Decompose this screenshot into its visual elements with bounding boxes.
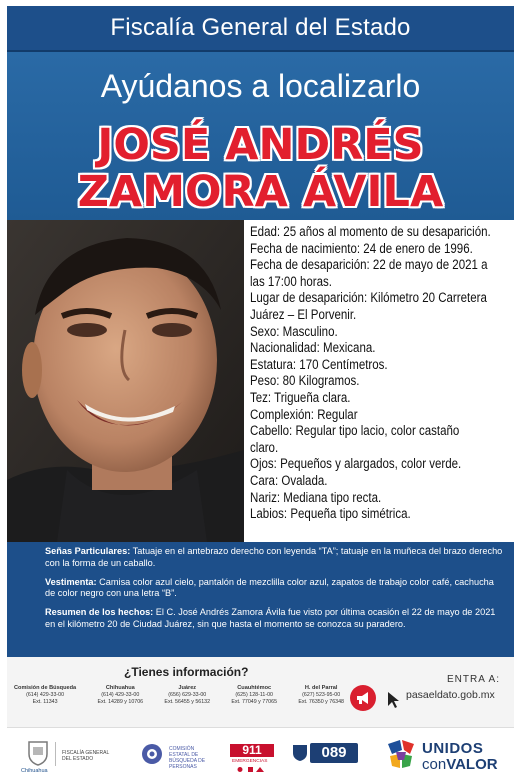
phone-column	[298, 685, 344, 706]
unidos-text: UNIDOS	[422, 740, 484, 757]
detail-line: Complexión: Regular	[250, 406, 358, 422]
person-photo	[7, 220, 244, 542]
detail-line: Cabello: Regular tipo lacio, color castaño	[250, 423, 460, 439]
phone-columns	[14, 685, 344, 706]
valor-text: VALOR	[446, 756, 498, 773]
phone-number[interactable]: (614) 429-33-00	[26, 692, 65, 698]
phone-column-head: Comisión de Búsqueda	[14, 685, 77, 691]
detail-line: Edad: 25 años al momento de su desaparición.	[250, 224, 491, 239]
cursor-icon	[387, 691, 401, 709]
agency-name: Fiscalía General del Estado	[110, 14, 411, 41]
emergency-symbols-icon	[236, 766, 266, 773]
title-area	[7, 52, 514, 220]
convalor-text	[422, 756, 498, 773]
con-text: con	[422, 756, 447, 773]
contact-section	[7, 657, 514, 727]
phone-extension: Ext. 11343	[32, 699, 58, 705]
phone-extension: Ext. 14289 y 10706	[97, 699, 144, 705]
phone-extension: Ext. 76350 y 76348	[298, 699, 344, 705]
person-name-line-2: ZAMORA ÁVILA	[77, 167, 444, 217]
particulars-panel	[7, 542, 514, 657]
person-photo-illustration	[7, 220, 244, 542]
detail-line: Estatura: 170 Centímetros.	[250, 356, 388, 372]
phone-extension: Ext. 77049 y 77065	[231, 699, 278, 705]
person-details	[250, 224, 516, 523]
phone-column	[97, 685, 143, 706]
phone-column	[231, 685, 277, 706]
resumen-label: Resumen de los hechos:	[45, 607, 154, 618]
detail-line: Nariz: Mediana tipo recta.	[250, 489, 382, 505]
logo-911: 911	[230, 744, 274, 757]
resumen-text: El C. José Andrés Zamora Ávila fue visto por última ocasión el 22 de mayo de 2021 en el kilómetro 20 de Ciudad Juárez, sin que hasta el momento se conozca su paradero.	[45, 607, 496, 629]
vestimenta-label: Vestimenta:	[45, 576, 97, 587]
info-question: ¿Tienes información?	[124, 665, 249, 679]
enter-label: ENTRA A:	[446, 674, 500, 685]
website-link[interactable]: pasaeldato.gob.mx	[406, 689, 495, 701]
chihuahua-logo-text: Chihuahua	[21, 768, 48, 774]
detail-line: Lugar de desaparición: Kilómetro 20 Carretera	[250, 290, 487, 306]
emergencias-text: EMERGENCIAS	[232, 759, 268, 764]
detail-line: las 17:00 horas.	[250, 273, 332, 289]
chihuahua-seal-icon	[27, 740, 49, 766]
phone-column-head: Juárez	[178, 685, 197, 691]
detail-line: Peso: 80 Kilogramos.	[250, 373, 360, 389]
phone-column	[164, 685, 210, 706]
logo-strip	[7, 727, 514, 779]
detail-line: Fecha de desaparición: 22 de mayo de 2021 a	[250, 257, 488, 273]
senas-paragraph	[45, 546, 504, 570]
detail-line: Nacionalidad: Mexicana.	[250, 340, 376, 356]
detail-line: Cara: Ovalada.	[250, 472, 328, 488]
phone-column	[14, 685, 76, 706]
phone-column-head: Cuauhtémoc	[237, 685, 272, 691]
comision-logo-text: COMISIÓN ESTATAL DE BÚSQUEDA DE PERSONAS	[169, 746, 206, 770]
agency-header	[7, 6, 514, 52]
resumen-paragraph	[45, 607, 504, 631]
detail-line: Juárez – El Porvenir.	[250, 306, 357, 322]
detail-line: Ojos: Pequeños y alargados, color verde.	[250, 456, 462, 472]
poster-subtitle: Ayúdanos a localizarlo	[100, 68, 421, 104]
megaphone-icon	[350, 685, 376, 711]
phone-number[interactable]: (614) 429-33-00	[101, 692, 140, 698]
detail-line: Fecha de nacimiento: 24 de enero de 1996.	[250, 240, 473, 256]
phone-column-head: Chihuahua	[105, 685, 135, 691]
detail-line: claro.	[250, 439, 279, 455]
senas-text: Tatuaje en el antebrazo derecho con leyenda “TA”; tatuaje en la muñeca del brazo derecho con la forma de un caballo.	[45, 546, 503, 568]
person-name-line-1: JOSÉ ANDRÉS	[97, 120, 424, 170]
fiscalia-logo-text: FISCALÍA GENERAL DEL ESTADO	[62, 750, 110, 762]
detail-line: Sexo: Masculino.	[250, 323, 338, 339]
phone-number[interactable]: (625) 128-11-00	[235, 692, 273, 698]
phone-extension: Ext. 56455 y 56132	[164, 699, 211, 705]
shield-089-icon	[292, 744, 308, 762]
phone-number[interactable]: (627) 523-95-00	[302, 692, 341, 698]
logo-089: 089	[310, 743, 358, 763]
vestimenta-paragraph	[45, 577, 504, 601]
unidos-con-valor-emblem-icon	[382, 736, 420, 774]
senas-label: Señas Particulares:	[45, 546, 131, 556]
logo-divider	[55, 742, 56, 766]
phone-column-head: H. del Parral	[304, 685, 338, 691]
detail-line: Labios: Pequeña tipo simétrica.	[250, 506, 411, 522]
vestimenta-text: Camisa color azul cielo, pantalón de mezclilla color azul, zapatos de trabajo color café, cachucha de color negro con una letra “B”.	[45, 576, 494, 599]
detail-line: Tez: Trigueña clara.	[250, 389, 351, 405]
phone-number[interactable]: (656) 629-33-00	[168, 692, 207, 698]
comision-busqueda-emblem-icon	[140, 742, 164, 766]
